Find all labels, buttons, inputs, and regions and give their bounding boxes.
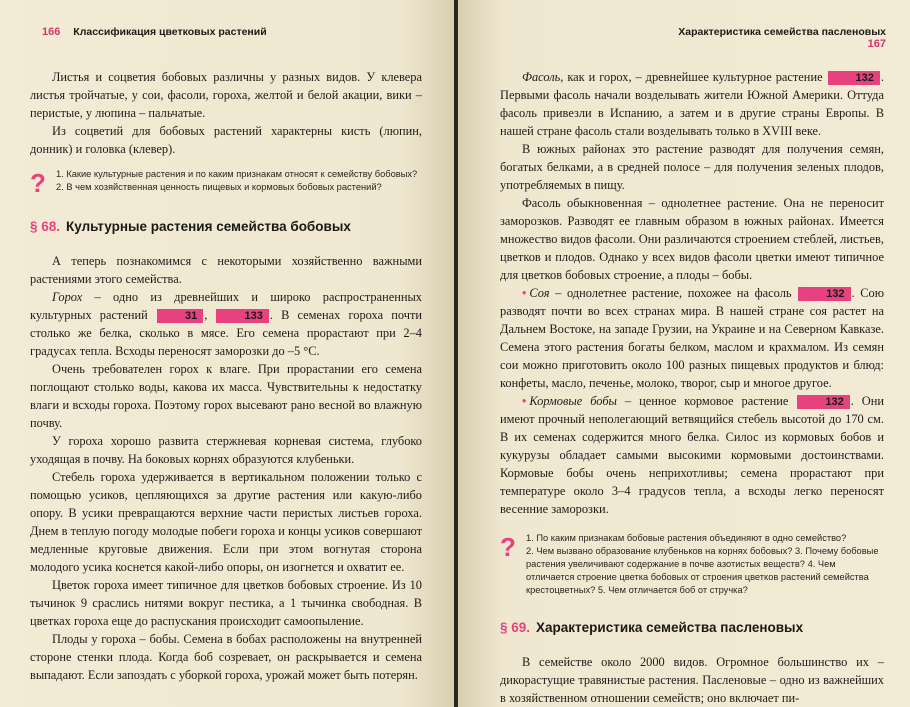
running-title: Классификация цветковых растений — [73, 26, 267, 38]
right-page-header — [656, 26, 886, 50]
text: – однолетнее растение, похожее на фасоль — [549, 286, 798, 300]
figure-ref[interactable]: 31 — [157, 309, 203, 323]
questions-list — [526, 532, 884, 597]
right-page-content — [500, 68, 884, 707]
bullet-dot-icon: • — [522, 394, 527, 408]
question-item: 5. Чем отличается боб от стручка? — [597, 585, 748, 595]
questions-list — [56, 168, 422, 196]
text: . В семенах гороха почти столько же белка, сколько в мясе. Его семена прорастают при 2–4 градусах тепла. Всходы переносят заморозки до –5 °С. — [30, 308, 423, 358]
section-heading — [500, 619, 884, 637]
figure-ref[interactable]: 132 — [797, 395, 849, 409]
paragraph-fasol — [500, 68, 884, 140]
text: , как и горох, – древнейшее культурное растение — [560, 70, 827, 84]
question-mark-icon: ? — [30, 168, 46, 198]
left-page-header — [42, 26, 422, 44]
paragraph: Плоды у гороха – бобы. Семена в бобах расположены на внутренней стороне стенки плода. Когда боб созревает, он раскрывается и семена выпадают. Если запоздать с уборкой гороха, урожай может быть потерян. — [30, 632, 422, 682]
question-item: 3. Почему бобовые растения увеличивают содержание в почве азотистых веществ? — [526, 546, 879, 569]
question-item: 1. По каким признакам бобовые растения объединяют в одно семейство? — [526, 533, 847, 543]
question-item: 2. В чем хозяйственная ценность пищевых и кормовых бобовых растений? — [56, 182, 382, 192]
paragraph-goroh — [30, 288, 422, 360]
question-item: 2. Чем вызвано образование клубеньков на корнях бобовых? — [526, 546, 793, 556]
paragraph: Цветок гороха имеет типичное для цветков бобовых строение. Из 10 тычинок 9 сраслись нитями вокруг пестика, а 1 тычинка свободная. В цветках гороха еще до распускания происходит самоопыление. — [30, 578, 422, 628]
section-heading — [30, 218, 422, 236]
questions-block — [500, 532, 884, 597]
paragraph: В южных районах это растение разводят для получения семян, богатых белками, а в средней полосе – для получения зеленых плодов, употребляемых в пищу. — [500, 142, 884, 192]
figure-ref[interactable]: 133 — [216, 309, 268, 323]
section-title: Характеристика семейства пасленовых — [536, 620, 804, 635]
term: Горох — [52, 290, 83, 304]
figure-ref[interactable]: 132 — [798, 287, 850, 301]
paragraph-soya — [500, 284, 884, 392]
page-number: 167 — [867, 38, 886, 50]
question-item: 1. Какие культурные растения и по каким признакам относят к семейству бобовых? — [56, 169, 418, 179]
paragraph: Очень требователен горох к влаге. При прорастании его семена поглощают столько воды, какова их масса. Чувствительны к недостатку влаги и всходы гороха. Поэтому горох высевают рано весной во влажную почву. — [30, 362, 422, 430]
paragraph-boby — [500, 392, 884, 518]
paragraph: А теперь познакомимся с некоторыми хозяйственно важными растениями этого семейства. — [30, 254, 422, 286]
text: . Они имеют прочный неполегающий ветвящийся стебель высотой до 170 см. В их семенах содержится много белка. Силос из кормовых бобов и кукурузы обладает самыми высокими кормовыми достоинствами. Кормовые бобы очень неприхотливы; семена прорастают при температуре около 3–4 градусов тепла, а всходы легко переносят весенние заморозки. — [500, 394, 884, 516]
paragraph: В семействе около 2000 видов. Огромное большинство их – дикорастущие травянистые растения. Пасленовые – одно из важнейших в хозяйственном отношении семейств; оно включает пи- — [500, 655, 884, 705]
right-page — [458, 0, 910, 707]
text: – одно из древнейших и широко распространенных культурных растений — [30, 290, 422, 322]
text: , — [204, 308, 216, 322]
text: – ценное кормовое растение — [616, 394, 797, 408]
term: Фасоль — [522, 70, 561, 84]
paragraph: Листья и соцветия бобовых различны у разных видов. У клевера листья тройчатые, у сои, фасоли, гороха, желтой и белой акации, вики – перистые, у люпина – пальчатые. — [30, 70, 422, 120]
section-number: § 68. — [30, 219, 61, 234]
paragraph: Из соцветий для бобовых растений характерны кисть (люпин, донник) и головка (клевер). — [30, 124, 422, 156]
paragraph: Фасоль обыкновенная – однолетнее растение. Она не переносит заморозков. Разводят ее главным образом в южных районах. Имеется множество видов фасоли. Они различаются строением стеблей, листьев, цветков и плодов. Однако у всех видов фасоли цветки имеют типичное для цветков бобовых строение, а плоды – бобы. — [500, 196, 884, 282]
page-number: 166 — [42, 26, 61, 38]
section-number: § 69. — [500, 620, 531, 635]
figure-ref[interactable]: 132 — [828, 71, 880, 85]
paragraph: У гороха хорошо развита стержневая корневая система, глубоко уходящая в почву. На боковых корнях образуются клубеньки. — [30, 434, 422, 466]
left-page-content — [30, 68, 422, 684]
text: . Первыми фасоль начали возделывать жители Южной Америки. Оттуда фасоль привезли в Испанию, а затем и в другие страны Европы. В нашей стране фасоль стали возделывать только в XVIII веке. — [500, 70, 884, 138]
question-item: 4. Чем отличается строение цветка бобовых от строения цветков растений семейства крестоцветных? — [526, 559, 869, 595]
paragraph: Стебель гороха удерживается в вертикальном положении только с помощью усиков, цепляющихся за другие растения или какую-либо опору. В усики превращаются верхние части перистых листьев гороха. Днем в теплую погоду молодые побеги гороха и концы усиков совершают медленные круговые движения. Если при этом вогнутая сторона молодого усика коснется какой-либо опоры, он изогнется и охватит ее. — [30, 470, 422, 574]
question-mark-icon: ? — [500, 532, 516, 562]
term: Кормовые бобы — [529, 394, 617, 408]
bullet-dot-icon: • — [522, 286, 527, 300]
running-title: Характеристика семейства пасленовых — [678, 26, 886, 38]
text: . Сою разводят почти во всех странах мира. В нашей стране соя растет на Дальнем Востоке, на западе Грузии, на Украине и на Северном Кавказе. Семена этого растения богаты белком, маслом и крахмалом. Из семян сои можно приготовить около 100 разных пищевых продуктов и блюд: конфеты, масло, печенье, молоко, творог, сыр и многое другое. — [500, 286, 884, 390]
section-title: Культурные растения семейства бобовых — [66, 219, 351, 234]
left-page — [0, 0, 454, 707]
term: Соя — [529, 286, 550, 300]
questions-block — [30, 168, 422, 196]
